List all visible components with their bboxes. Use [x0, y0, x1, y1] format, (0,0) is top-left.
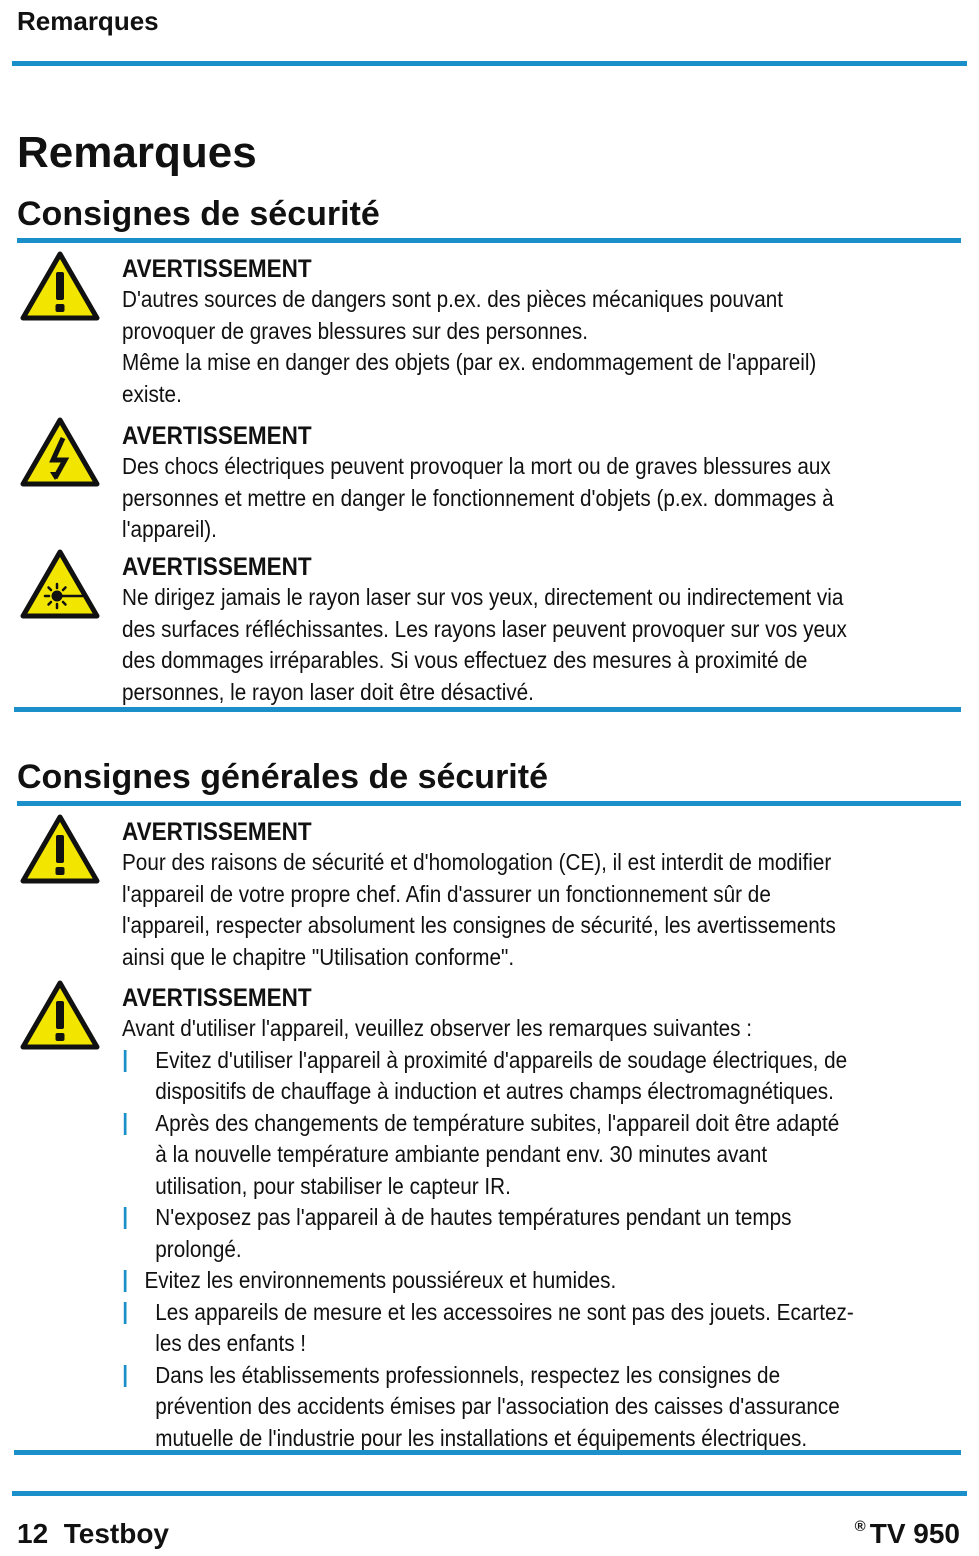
bullet-bar-icon [124, 1365, 127, 1387]
warning-intro: Avant d'utiliser l'appareil, veuillez observer les remarques suivantes : [122, 1015, 752, 1041]
exclamation-warning-icon [19, 250, 101, 322]
page-title: Remarques [17, 128, 257, 177]
list-item: N'exposez pas l'appareil à de hautes températures pendant un temps prolongé. [122, 1202, 856, 1265]
bullet-bar-icon [124, 1207, 127, 1229]
bullet-bar-icon [124, 1302, 127, 1324]
warning-text: D'autres sources de dangers sont p.ex. des pièces mécaniques pouvant provoquer de graves blessures sur des personnes. [122, 286, 784, 344]
exclamation-warning-icon [19, 813, 101, 885]
warning-text: Ne dirigez jamais le rayon laser sur vos yeux, directement ou indirectement via des surfaces réfléchissantes. Les rayons laser peuvent provoquer sur vos yeux des dommages irréparables. Si vous effectuez des mesures à proximité de personnes, le rayon laser doit être désactivé. [122, 584, 847, 705]
list-item: Evitez d'utiliser l'appareil à proximité d'appareils de soudage électriques, de dispositifs de chauffage à induction et autres champs électromagnétiques. [122, 1045, 856, 1108]
warning-block [122, 422, 856, 546]
list-item: Après des changements de température subites, l'appareil doit être adapté à la nouvelle température ambiante pendant env. 30 minutes avant utilisation, pour stabiliser le capteur IR. [122, 1108, 856, 1203]
electric-shock-warning-icon [19, 416, 101, 488]
warning-block [122, 818, 856, 973]
list-item: Les appareils de mesure et les accessoires ne sont pas des jouets. Ecartez-les des enfants ! [122, 1297, 856, 1360]
header-rule [12, 61, 967, 66]
section-rule [17, 238, 961, 243]
exclamation-warning-icon [19, 979, 101, 1051]
running-header: Remarques [17, 6, 159, 36]
footer-model [855, 1518, 960, 1550]
bullet-bar-icon [124, 1270, 127, 1292]
warning-text: Des chocs électriques peuvent provoquer la mort ou de graves blessures aux personnes et mettre en danger le fonctionnement d'objets (p.ex. dommages à l'appareil). [122, 453, 834, 542]
warning-heading: AVERTISSEMENT [122, 422, 312, 450]
list-item: Dans les établissements professionnels, respectez les consignes de prévention des accidents émises par l'association des caisses d'assurance mutuelle de l'industrie pour les installations et équipements électriques. [122, 1360, 856, 1455]
warning-block [122, 984, 856, 1454]
section-rule [17, 801, 961, 806]
warning-block [122, 255, 856, 410]
laser-warning-icon [19, 548, 101, 620]
footer-page-brand [17, 1518, 169, 1550]
bullet-list [122, 1045, 856, 1455]
warning-heading: AVERTISSEMENT [122, 553, 312, 581]
model-name: TV 950 [869, 1518, 960, 1549]
section-title-general-safety: Consignes générales de sécurité [17, 758, 548, 796]
warning-text: Même la mise en danger des objets (par ex. endommagement de l'appareil) existe. [122, 349, 817, 407]
footer-rule [12, 1491, 967, 1496]
warning-block [122, 553, 856, 708]
page-number: 12 [17, 1518, 49, 1549]
brand-name: Testboy [63, 1518, 169, 1549]
section-end-rule [14, 707, 961, 712]
section-title-safety: Consignes de sécurité [17, 195, 380, 233]
bullet-bar-icon [124, 1113, 127, 1135]
section-end-rule [14, 1450, 961, 1455]
list-item: Evitez les environnements poussiéreux et humides. [122, 1265, 856, 1297]
warning-heading: AVERTISSEMENT [122, 984, 312, 1012]
warning-text: Pour des raisons de sécurité et d'homologation (CE), il est interdit de modifier l'appareil de votre propre chef. Afin d'assurer un fonctionnement sûr de l'appareil, respecter absolument les consignes de sécurité, les avertissements ainsi que le chapitre "Utilisation conforme". [122, 849, 836, 970]
warning-heading: AVERTISSEMENT [122, 818, 312, 846]
warning-heading: AVERTISSEMENT [122, 255, 312, 283]
registered-mark: ® [854, 1518, 866, 1535]
bullet-bar-icon [124, 1050, 127, 1072]
